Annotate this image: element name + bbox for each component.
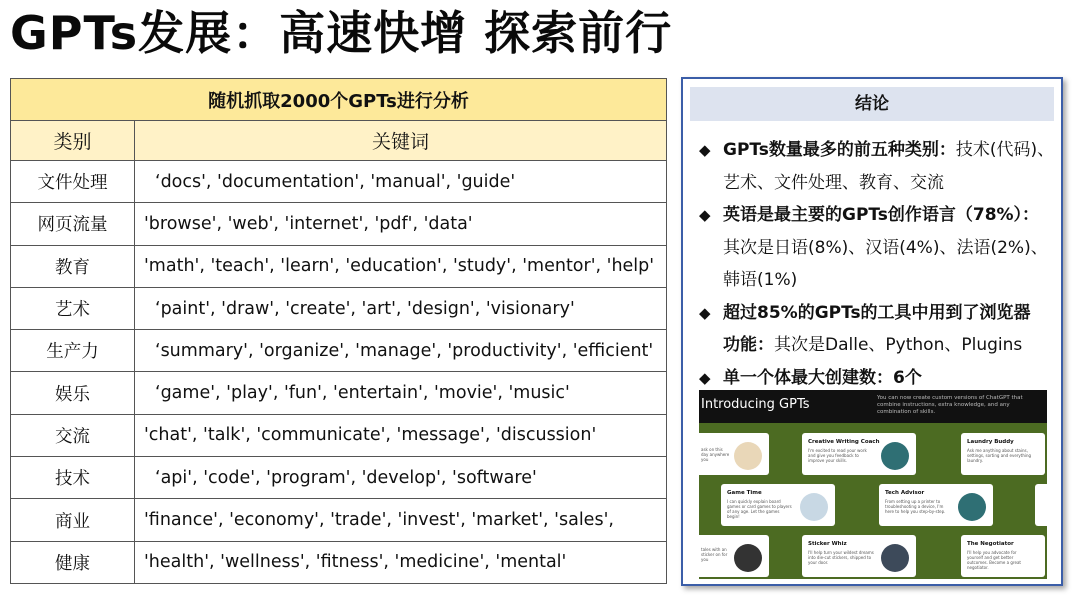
column-header-category: 类别: [11, 121, 135, 161]
gpt-card-desc: Ask me anything about stains, settings, sorting and everything laundry.: [967, 448, 1032, 463]
gpt-card-avatar-icon: [958, 493, 986, 521]
conclusion-item: [697, 199, 1059, 232]
category-cell: 教育: [11, 245, 135, 287]
keyword-table: [10, 78, 667, 584]
page-title: GPTs发展：高速快增 探索前行: [10, 6, 673, 60]
gpt-card-avatar-icon: [881, 442, 909, 470]
conclusion-text: 其次是Dalle、Python、Plugins: [774, 335, 1023, 355]
gpt-card: [721, 484, 835, 526]
category-cell: 网页流量: [11, 203, 135, 245]
table-row: [11, 414, 667, 456]
conclusion-bold-text: 超过85%的GPTs的工具中用到了浏览器: [723, 302, 1031, 323]
table-row: [11, 541, 667, 583]
table-row: [11, 245, 667, 287]
gpt-card-avatar-icon: [800, 493, 828, 521]
table-row: [11, 499, 667, 541]
gpt-card-title: The Negotiator: [967, 541, 1014, 547]
category-cell: 商业: [11, 499, 135, 541]
conclusion-text: 韩语(1%): [723, 270, 798, 290]
gpt-card-title: Game Time: [727, 490, 762, 496]
table-row: [11, 203, 667, 245]
conclusion-item: [697, 134, 1059, 167]
gpt-card: [961, 535, 1045, 577]
diamond-bullet-icon: ◆: [699, 303, 711, 322]
table-row: [11, 372, 667, 414]
gpt-card-desc: I'll help you advocate for yourself and get better outcomes. Become a great negotiator.: [967, 550, 1021, 570]
conclusion-item: [697, 297, 1059, 330]
keywords-cell: ‘paint', 'draw', 'create', 'art', 'design', 'visionary': [135, 287, 667, 329]
table-caption: 随机抓取2000个GPTs进行分析: [11, 79, 667, 121]
keywords-cell: 'health', 'wellness', 'fitness', 'medicine', 'mental': [135, 541, 667, 583]
diamond-bullet-icon: ◆: [699, 368, 711, 387]
gpt-card: [802, 433, 916, 475]
table-row: [11, 287, 667, 329]
category-cell: 生产力: [11, 330, 135, 372]
conclusion-bold-text: 英语是最主要的GPTs创作语言（78%）：: [723, 205, 1040, 225]
gpt-card-avatar-icon: [881, 544, 909, 572]
keywords-cell: 'chat', 'talk', 'communicate', 'message', 'discussion': [135, 414, 667, 456]
conclusion-bold-text: GPTs数量最多的前五种类别：: [723, 140, 956, 160]
gpt-card: [1035, 484, 1047, 526]
gpt-card: [802, 535, 916, 577]
category-cell: 艺术: [11, 287, 135, 329]
conclusion-heading: 结论: [690, 87, 1054, 121]
gpt-card-desc: I'll help turn your wildest dreams into die-cut stickers, shipped to your door.: [808, 550, 874, 565]
conclusion-panel: [681, 77, 1063, 586]
gpt-card: [879, 484, 993, 526]
category-cell: 交流: [11, 414, 135, 456]
gpt-card-desc: I'm excited to read your work and give you feedback to improve your skills.: [808, 448, 867, 463]
conclusion-continuation: [697, 167, 1059, 200]
conclusion-list: [697, 134, 1059, 394]
keywords-cell: ‘summary', 'organize', 'manage', 'productivity', 'efficient': [135, 330, 667, 372]
keywords-cell: 'browse', 'web', 'internet', 'pdf', 'data': [135, 203, 667, 245]
gpt-card-desc: I can quickly explain board games or card games to players of any age. Let the games begin!: [727, 499, 792, 519]
gpt-card: [961, 433, 1045, 475]
conclusion-text: 艺术、文件处理、教育、交流: [723, 172, 944, 193]
keywords-cell: ‘game', 'play', 'fun', 'entertain', 'movie', 'music': [135, 372, 667, 414]
conclusion-text: 技术(代码)、: [955, 140, 1055, 160]
gpt-card-desc: tales with an sticker on for you: [701, 547, 728, 562]
table-row: [11, 161, 667, 203]
table-row: [11, 330, 667, 372]
conclusion-bold-text: 功能：: [723, 335, 774, 355]
gpt-card-title: Creative Writing Coach: [808, 439, 880, 445]
gpt-card-title: Laundry Buddy: [967, 439, 1014, 445]
gpt-card-desc: ask on this day anywhere you: [701, 447, 730, 462]
gpt-card-avatar-icon: [734, 442, 762, 470]
gpt-card-desc: From setting up a printer to troubleshooting a device, I'm here to help you step-by-step.: [885, 499, 946, 514]
keywords-cell: 'math', 'teach', 'learn', 'education', 'study', 'mentor', 'help': [135, 245, 667, 287]
gpt-card: [699, 535, 769, 577]
screenshot-title: Introducing GPTs: [701, 397, 810, 412]
keywords-cell: ‘docs', 'documentation', 'manual', 'guide': [135, 161, 667, 203]
conclusion-continuation: [697, 264, 1059, 297]
gpts-store-screenshot: [699, 390, 1047, 579]
screenshot-description: You can now create custom versions of ChatGPT that combine instructions, extra knowledge, and any combination of skills.: [877, 395, 1023, 415]
table-row: [11, 457, 667, 499]
gpt-card: [699, 433, 769, 475]
category-cell: 娱乐: [11, 372, 135, 414]
category-cell: 文件处理: [11, 161, 135, 203]
gpt-card-title: Sticker Whiz: [808, 541, 847, 547]
conclusion-text: 其次是日语(8%)、汉语(4%)、法语(2%)、: [723, 237, 1048, 258]
category-cell: 技术: [11, 457, 135, 499]
conclusion-continuation: [697, 232, 1059, 265]
gpt-card-avatar-icon: [734, 544, 762, 572]
category-cell: 健康: [11, 541, 135, 583]
diamond-bullet-icon: ◆: [699, 141, 711, 159]
gpt-card-title: Tech Advisor: [885, 490, 925, 496]
conclusion-continuation: [697, 329, 1059, 362]
keywords-cell: ‘api', 'code', 'program', 'develop', 'software': [135, 457, 667, 499]
keywords-cell: 'finance', 'economy', 'trade', 'invest', 'market', 'sales',: [135, 499, 667, 541]
screenshot-card-area: [699, 423, 1047, 579]
conclusion-bold-text: 单一个体最大创建数：6个: [723, 367, 922, 388]
diamond-bullet-icon: ◆: [699, 206, 711, 224]
column-header-keywords: 关键词: [135, 121, 667, 161]
